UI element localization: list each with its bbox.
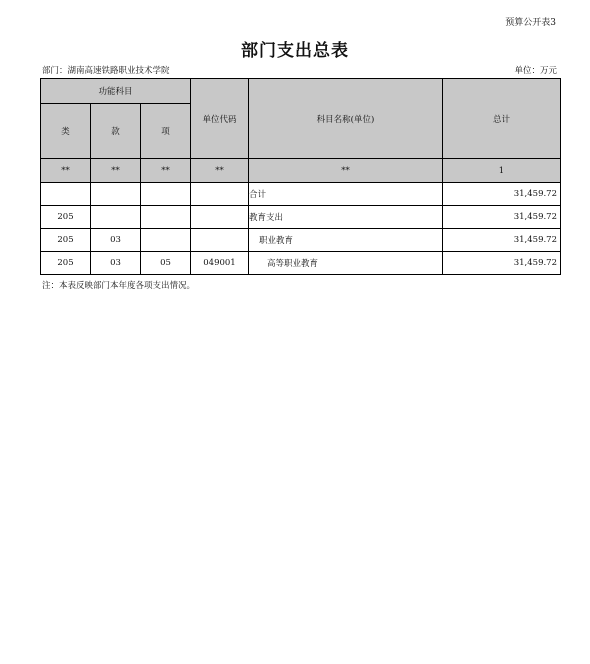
cell-kuan: 03	[91, 252, 141, 275]
cell-lei	[41, 183, 91, 206]
cell-total: 31,459.72	[443, 206, 561, 229]
header-func-subject: 功能科目	[41, 79, 191, 104]
cell-lei: 205	[41, 229, 91, 252]
table-row	[41, 183, 561, 206]
marker-cell: **	[191, 159, 249, 183]
cell-code	[191, 229, 249, 252]
marker-cell: **	[249, 159, 443, 183]
cell-kuan	[91, 183, 141, 206]
marker-cell: **	[91, 159, 141, 183]
header-kuan: 款	[91, 104, 141, 159]
cell-xiang	[141, 229, 191, 252]
cell-name: 合计	[249, 183, 443, 206]
header-unit-code: 单位代码	[191, 79, 249, 159]
cell-xiang	[141, 183, 191, 206]
marker-cell: **	[41, 159, 91, 183]
cell-kuan	[91, 206, 141, 229]
marker-cell: **	[141, 159, 191, 183]
cell-code: 049001	[191, 252, 249, 275]
header-lei: 类	[41, 104, 91, 159]
cell-kuan: 03	[91, 229, 141, 252]
cell-xiang: 05	[141, 252, 191, 275]
form-number: 预算公开表3	[505, 18, 556, 28]
cell-total: 31,459.72	[443, 183, 561, 206]
cell-code	[191, 183, 249, 206]
table-row	[41, 206, 561, 229]
cell-xiang	[141, 206, 191, 229]
unit-label: 单位：万元	[514, 66, 557, 76]
department-label: 部门：湖南高速铁路职业技术学院	[42, 66, 170, 76]
marker-cell: 1	[443, 159, 561, 183]
expenditure-table	[40, 78, 561, 275]
header-xiang: 项	[141, 104, 191, 159]
cell-name: 职业教育	[249, 229, 443, 252]
cell-total: 31,459.72	[443, 229, 561, 252]
cell-lei: 205	[41, 252, 91, 275]
cell-total: 31,459.72	[443, 252, 561, 275]
cell-code	[191, 206, 249, 229]
page-title: 部门支出总表	[241, 41, 349, 61]
table-row	[41, 252, 561, 275]
marker-row	[41, 159, 561, 183]
table-row	[41, 229, 561, 252]
cell-name: 教育支出	[249, 206, 443, 229]
footnote: 注：本表反映部门本年度各项支出情况。	[42, 281, 196, 291]
header-subject-name: 科目名称(单位)	[249, 79, 443, 159]
header-total: 总计	[443, 79, 561, 159]
cell-lei: 205	[41, 206, 91, 229]
cell-name: 高等职业教育	[249, 252, 443, 275]
